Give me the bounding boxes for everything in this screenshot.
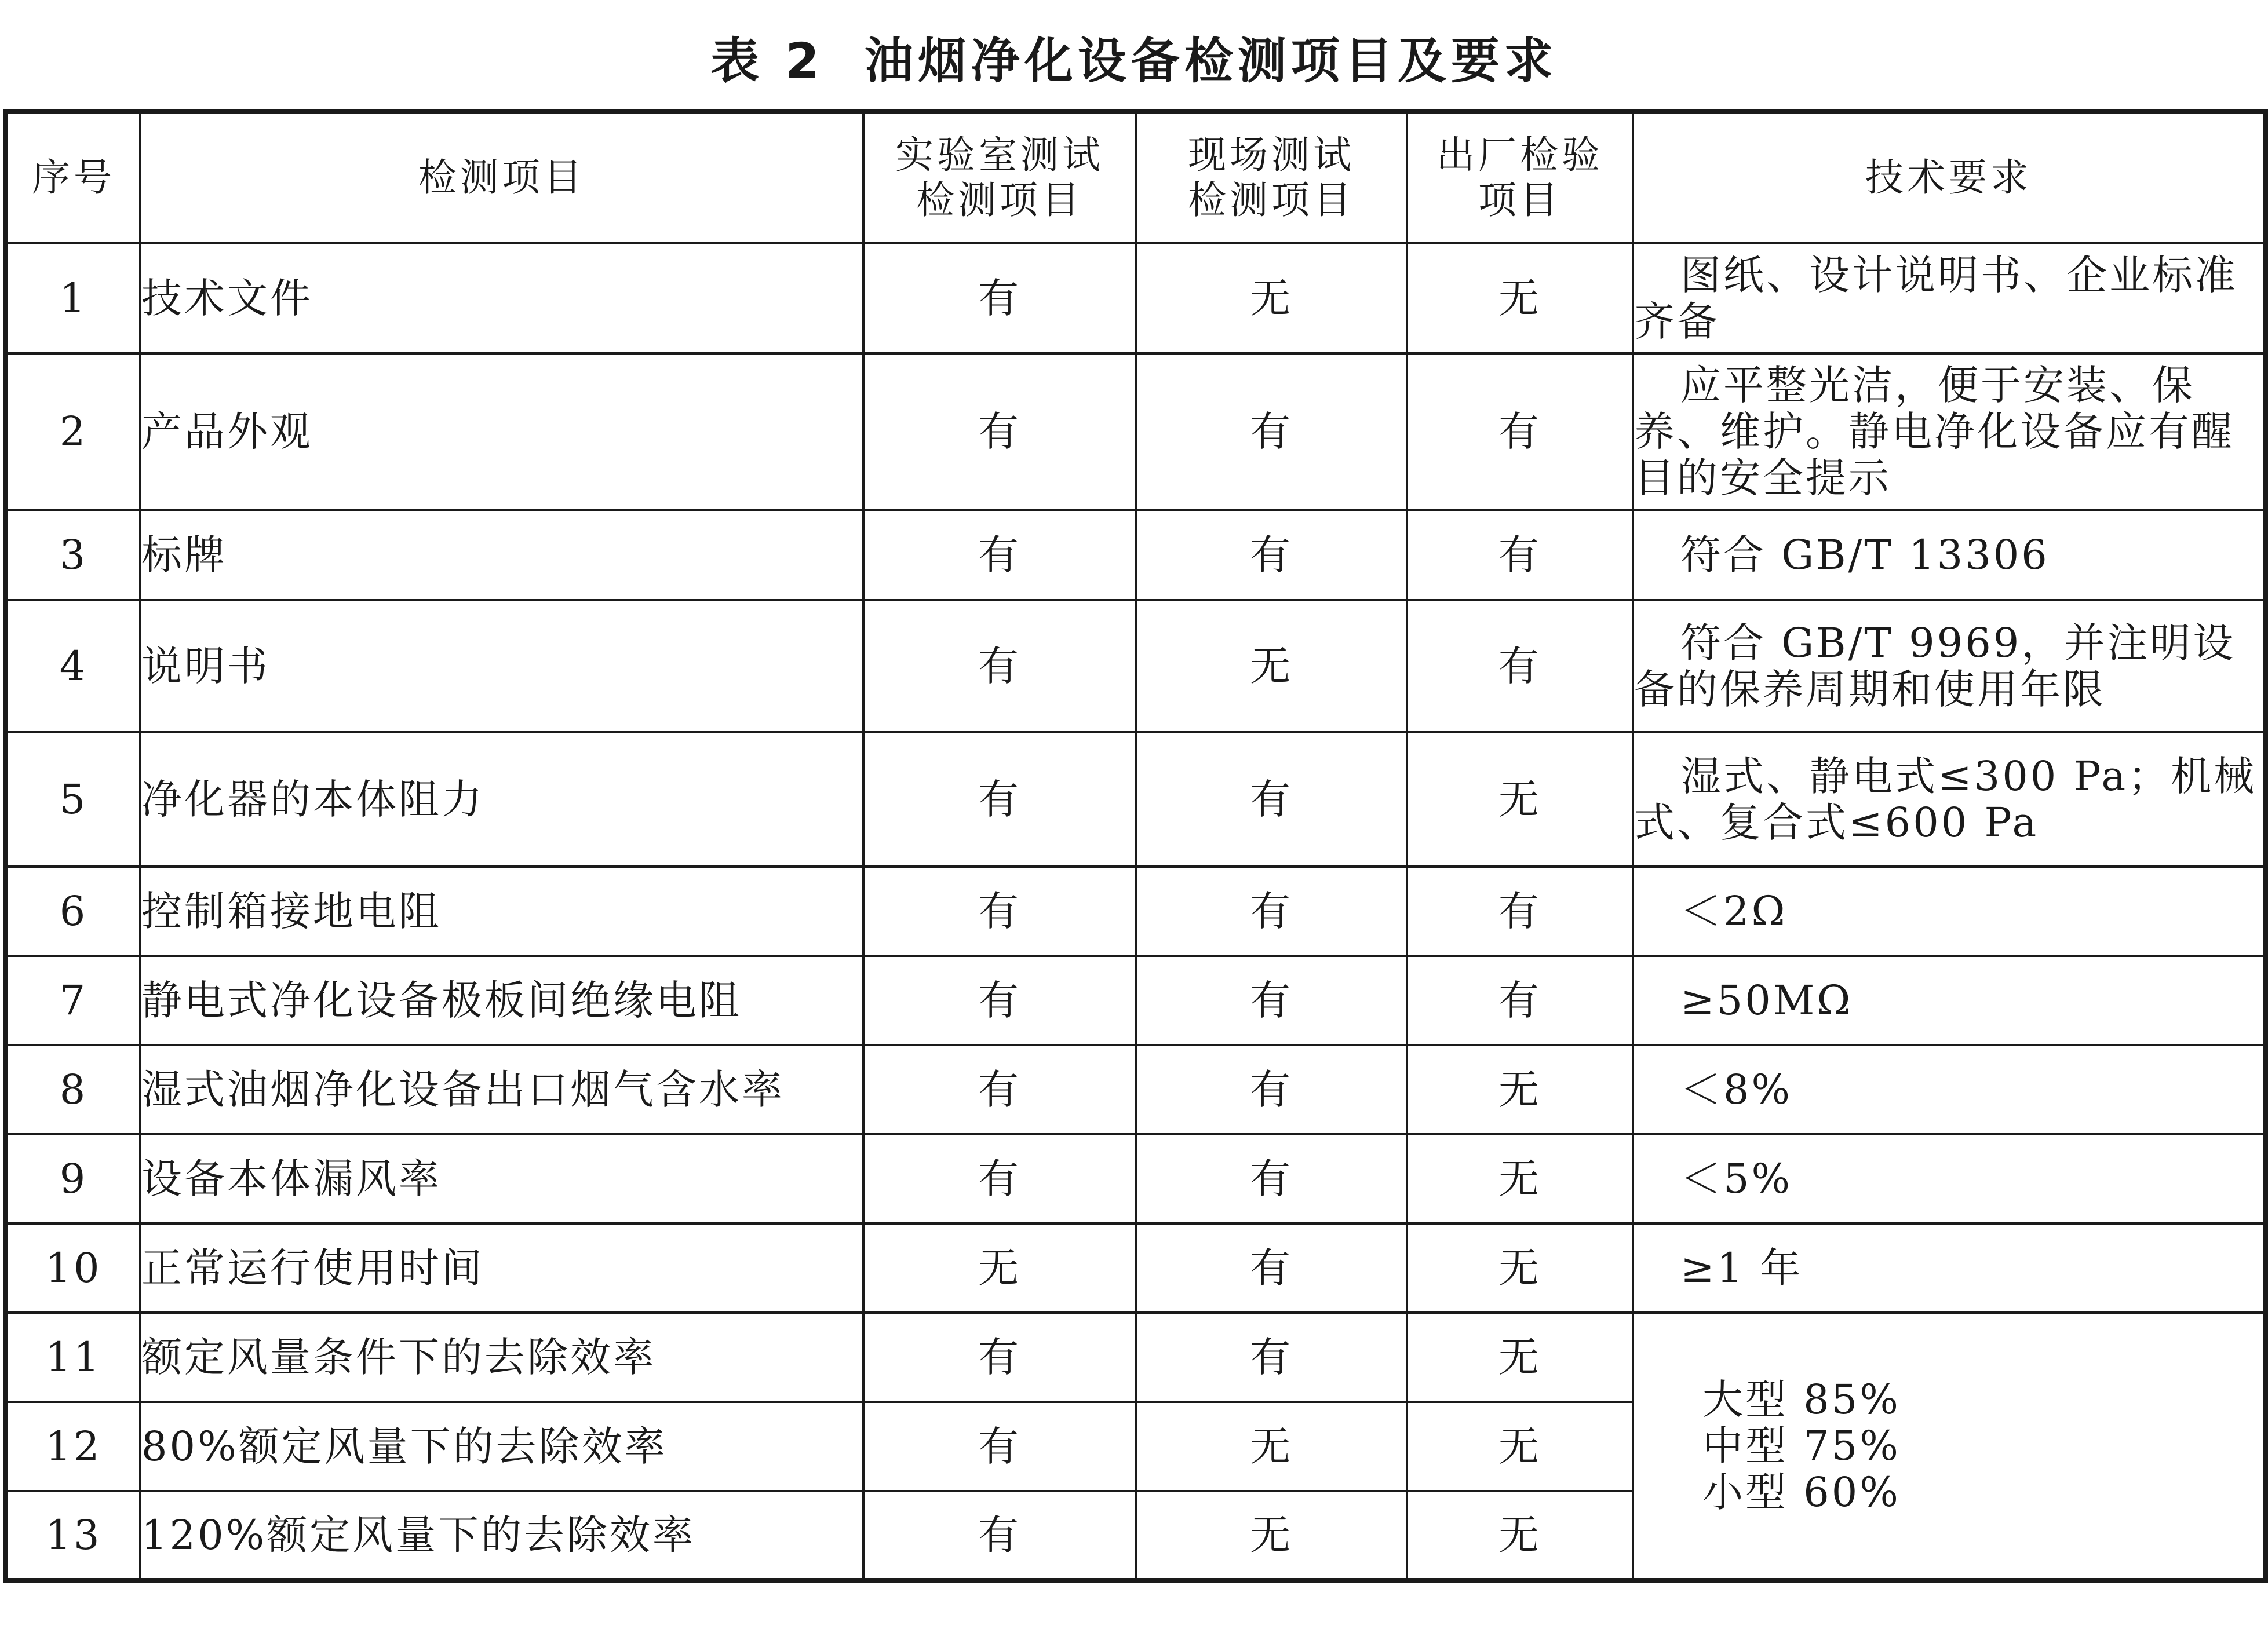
row-lab: 有 <box>863 1134 1136 1223</box>
row-factory: 有 <box>1407 956 1633 1045</box>
row-lab: 有 <box>863 867 1136 956</box>
table-row <box>6 1134 2266 1223</box>
row-item: 正常运行使用时间 <box>140 1223 863 1313</box>
row-no: 10 <box>6 1223 140 1313</box>
table-row <box>6 1313 2266 1402</box>
header-factory-line1: 出厂检验 <box>1436 133 1603 177</box>
row-lab: 有 <box>863 732 1136 867</box>
row-no: 2 <box>6 353 140 510</box>
row-no: 8 <box>6 1045 140 1134</box>
row-factory: 无 <box>1407 1134 1633 1223</box>
row-site: 有 <box>1136 867 1407 956</box>
row-factory: 有 <box>1407 353 1633 510</box>
table-row <box>6 867 2266 956</box>
row-lab: 有 <box>863 1491 1136 1580</box>
table-row <box>6 1223 2266 1313</box>
row-lab: 有 <box>863 1313 1136 1402</box>
header-site <box>1136 111 1407 243</box>
row-site: 无 <box>1136 1402 1407 1491</box>
table-row <box>6 732 2266 867</box>
row-item: 说明书 <box>140 600 863 732</box>
efficiency-large: 大型 85% <box>1702 1376 1901 1423</box>
row-no: 1 <box>6 243 140 353</box>
row-site: 无 <box>1136 243 1407 353</box>
row-requirement: ＜5% <box>1633 1134 2266 1223</box>
row-no: 5 <box>6 732 140 867</box>
row-lab: 有 <box>863 243 1136 353</box>
row-site: 有 <box>1136 1223 1407 1313</box>
row-item: 额定风量条件下的去除效率 <box>140 1313 863 1402</box>
row-requirement: 图纸、设计说明书、企业标准齐备 <box>1633 243 2266 353</box>
row-requirement: ≥50MΩ <box>1633 956 2266 1045</box>
header-lab-line2: 检测项目 <box>916 178 1083 222</box>
row-item: 120%额定风量下的去除效率 <box>140 1491 863 1580</box>
table-row <box>6 956 2266 1045</box>
row-lab: 有 <box>863 600 1136 732</box>
row-requirement: ＜8% <box>1633 1045 2266 1134</box>
efficiency-medium: 中型 75% <box>1702 1422 1901 1470</box>
row-requirement: ＜2Ω <box>1633 867 2266 956</box>
row-factory: 有 <box>1407 867 1633 956</box>
row-site: 无 <box>1136 1491 1407 1580</box>
row-no: 12 <box>6 1402 140 1491</box>
header-requirement: 技术要求 <box>1633 111 2266 243</box>
row-item: 设备本体漏风率 <box>140 1134 863 1223</box>
row-no: 13 <box>6 1491 140 1580</box>
efficiency-small: 小型 60% <box>1702 1468 1901 1516</box>
header-lab <box>863 111 1136 243</box>
table-row <box>6 243 2266 353</box>
row-no: 6 <box>6 867 140 956</box>
header-lab-line1: 实验室测试 <box>895 133 1104 177</box>
row-lab: 有 <box>863 510 1136 600</box>
row-requirement: 符合 GB/T 13306 <box>1633 510 2266 600</box>
header-factory <box>1407 111 1633 243</box>
row-factory: 有 <box>1407 510 1633 600</box>
inspection-table <box>3 109 2268 1583</box>
table-row <box>6 1045 2266 1134</box>
row-site: 有 <box>1136 1134 1407 1223</box>
efficiency-requirement <box>1633 1313 2266 1580</box>
row-item: 静电式净化设备极板间绝缘电阻 <box>140 956 863 1045</box>
row-lab: 有 <box>863 1045 1136 1134</box>
table-row <box>6 353 2266 510</box>
row-lab: 有 <box>863 353 1136 510</box>
row-item: 技术文件 <box>140 243 863 353</box>
row-requirement: 符合 GB/T 9969，并注明设备的保养周期和使用年限 <box>1633 600 2266 732</box>
row-factory: 无 <box>1407 243 1633 353</box>
table-caption: 油烟净化设备检测项目及要求 <box>864 32 1558 89</box>
row-no: 7 <box>6 956 140 1045</box>
header-site-line2: 检测项目 <box>1188 178 1355 222</box>
row-site: 有 <box>1136 732 1407 867</box>
table-number: 表 2 <box>710 32 824 89</box>
row-item: 80%额定风量下的去除效率 <box>140 1402 863 1491</box>
row-factory: 无 <box>1407 732 1633 867</box>
row-factory: 无 <box>1407 1045 1633 1134</box>
row-lab: 有 <box>863 1402 1136 1491</box>
row-lab: 有 <box>863 956 1136 1045</box>
row-site: 有 <box>1136 510 1407 600</box>
row-factory: 无 <box>1407 1223 1633 1313</box>
row-lab: 无 <box>863 1223 1136 1313</box>
row-no: 9 <box>6 1134 140 1223</box>
row-site: 有 <box>1136 1045 1407 1134</box>
row-factory: 无 <box>1407 1491 1633 1580</box>
row-requirement: 湿式、静电式≤300 Pa；机械式、复合式≤600 Pa <box>1633 732 2266 867</box>
table-title <box>0 23 2268 98</box>
row-no: 11 <box>6 1313 140 1402</box>
row-site: 有 <box>1136 956 1407 1045</box>
header-item: 检测项目 <box>140 111 863 243</box>
header-no: 序号 <box>6 111 140 243</box>
header-site-line1: 现场测试 <box>1188 133 1355 177</box>
row-site: 有 <box>1136 353 1407 510</box>
table-row <box>6 600 2266 732</box>
row-no: 3 <box>6 510 140 600</box>
row-item: 净化器的本体阻力 <box>140 732 863 867</box>
row-item: 湿式油烟净化设备出口烟气含水率 <box>140 1045 863 1134</box>
header-row <box>6 111 2266 243</box>
header-factory-line2: 项目 <box>1478 178 1562 222</box>
row-factory: 无 <box>1407 1402 1633 1491</box>
table-row <box>6 510 2266 600</box>
row-factory: 无 <box>1407 1313 1633 1402</box>
row-requirement: 应平整光洁，便于安装、保养、维护。静电净化设备应有醒目的安全提示 <box>1633 353 2266 510</box>
row-site: 无 <box>1136 600 1407 732</box>
row-item: 产品外观 <box>140 353 863 510</box>
row-requirement: ≥1 年 <box>1633 1223 2266 1313</box>
row-factory: 有 <box>1407 600 1633 732</box>
row-site: 有 <box>1136 1313 1407 1402</box>
row-item: 控制箱接地电阻 <box>140 867 863 956</box>
row-item: 标牌 <box>140 510 863 600</box>
row-no: 4 <box>6 600 140 732</box>
